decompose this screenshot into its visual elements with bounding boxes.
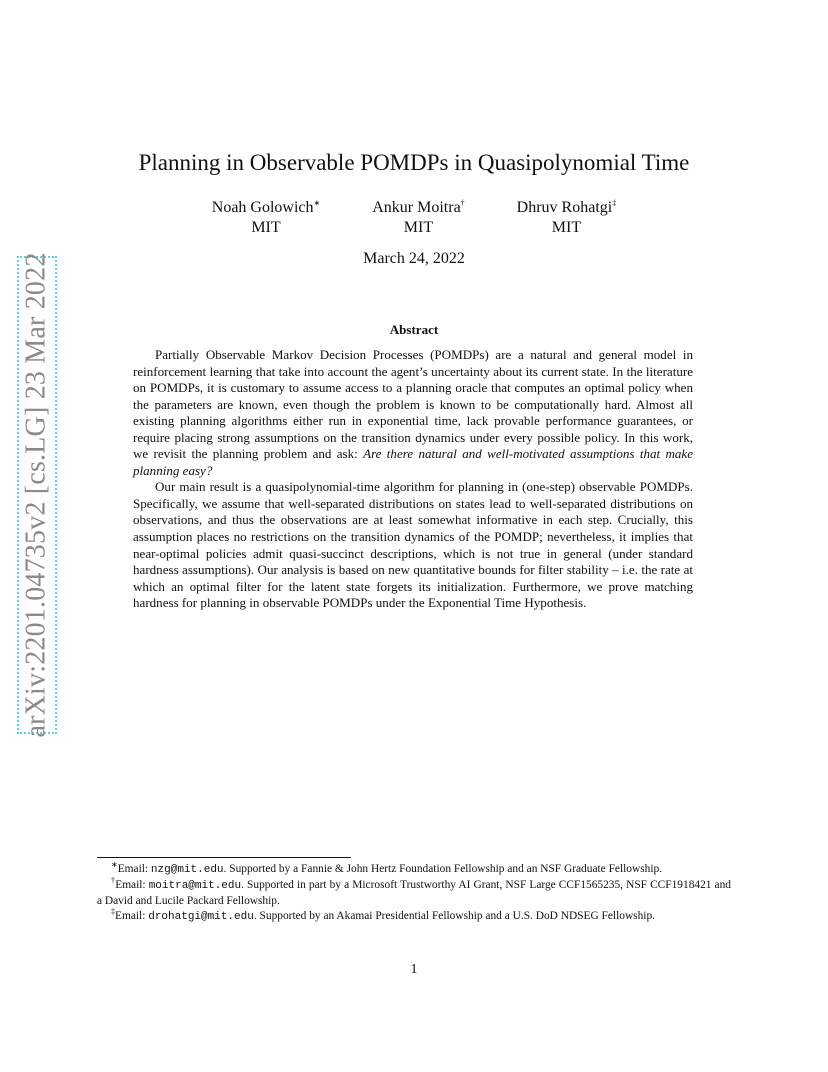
- author-block: [517, 198, 617, 238]
- author-name: Dhruv Rohatgi: [516, 199, 613, 216]
- abstract-paragraph: Our main result is a quasipolynomial-time algorithm for planning in (one-step) observable POMDPs. Specifically, we assume that well-separated distributions on states lead to well-separated distributions on observations, and thus the observations are at least somewhat informative in each step. Crucially, this assumption places no restrictions on the transition dynamics of the POMDP; nevertheless, it implies that near-optimal policies admit quasi-succinct descriptions, which is not true in general (under standard hardness assumptions). Our analysis is based on new quantitative bounds for filter stability – i.e. the rate at which an optimal filter for the latent state forgets its initialization. Furthermore, we prove matching hardness for planning in observable POMDPs under the Exponential Time Hypothesis.: [133, 479, 693, 611]
- footnote-email: drohatgi@mit.edu: [148, 911, 254, 923]
- paper-date: March 24, 2022: [363, 250, 465, 267]
- author-mark: †: [460, 198, 465, 208]
- footnotes: [97, 862, 731, 925]
- footnote-label: Email:: [115, 910, 149, 922]
- author-block: [212, 198, 320, 238]
- footnote-label: Email:: [117, 863, 151, 875]
- footnote-text: . Supported by an Akamai Presidential Fellowship and a U.S. DoD NDSEG Fellowship.: [253, 910, 656, 922]
- footnote: [97, 862, 731, 878]
- abstract-paragraph-text: Partially Observable Markov Decision Processes (POMDPs) are a natural and general model in reinforcement learning that take into account the agent’s uncertainty about its current state. In the literature on POMDPs, it is customary to assume access to a planning oracle that computes an optimal policy when the parameters are known, even though the problem is known to be computationally hard. Almost all existing planning algorithms either run in exponential time, lack provable performance guarantees, or require placing strong assumptions on the transition dynamics under every possible policy. In this work, we revisit the planning problem and ask:: [133, 347, 693, 462]
- footnote-email: moitra@mit.edu: [148, 880, 242, 892]
- footnote-text: . Supported in part by a Microsoft Trustworthy AI Grant, NSF Large CCF1565235, NSF CCF1918421 and a David and Lucile Packard Fellowship.: [97, 879, 732, 907]
- footnote-label: Email:: [115, 879, 149, 891]
- abstract-paragraph: [133, 347, 693, 479]
- footnote: [97, 909, 731, 925]
- footnote-mark: ∗: [111, 860, 118, 870]
- author-mark: ‡: [612, 198, 617, 208]
- footnote: [97, 878, 731, 909]
- author-affiliation: MIT: [551, 219, 582, 236]
- footnote-text: . Supported by a Fannie & John Hertz Foundation Fellowship and an NSF Graduate Fellowship.: [223, 863, 663, 875]
- footnote-rule: [97, 857, 351, 858]
- author-name: Noah Golowich: [211, 199, 314, 216]
- footnote-mark: ‡: [111, 907, 115, 917]
- author-block: [372, 198, 464, 238]
- abstract-body: [133, 347, 693, 612]
- arxiv-identifier: arXiv:2201.04735v2 [cs.LG] 23 Mar 2022: [21, 252, 53, 738]
- footnote-mark: †: [111, 876, 116, 886]
- author-list: [0, 198, 828, 238]
- paper-title: Planning in Observable POMDPs in Quasipolynomial Time: [138, 150, 690, 175]
- author-affiliation: MIT: [251, 219, 281, 236]
- page-number: 1: [410, 962, 418, 977]
- abstract-heading: Abstract: [389, 322, 439, 337]
- author-affiliation: MIT: [403, 219, 434, 236]
- abstract-question: Are there natural and well-motivated assumptions that make planning easy?: [133, 446, 693, 478]
- author-name: Ankur Moitra: [372, 199, 461, 216]
- footnote-email: nzg@mit.edu: [150, 864, 224, 876]
- author-mark: ∗: [313, 198, 321, 208]
